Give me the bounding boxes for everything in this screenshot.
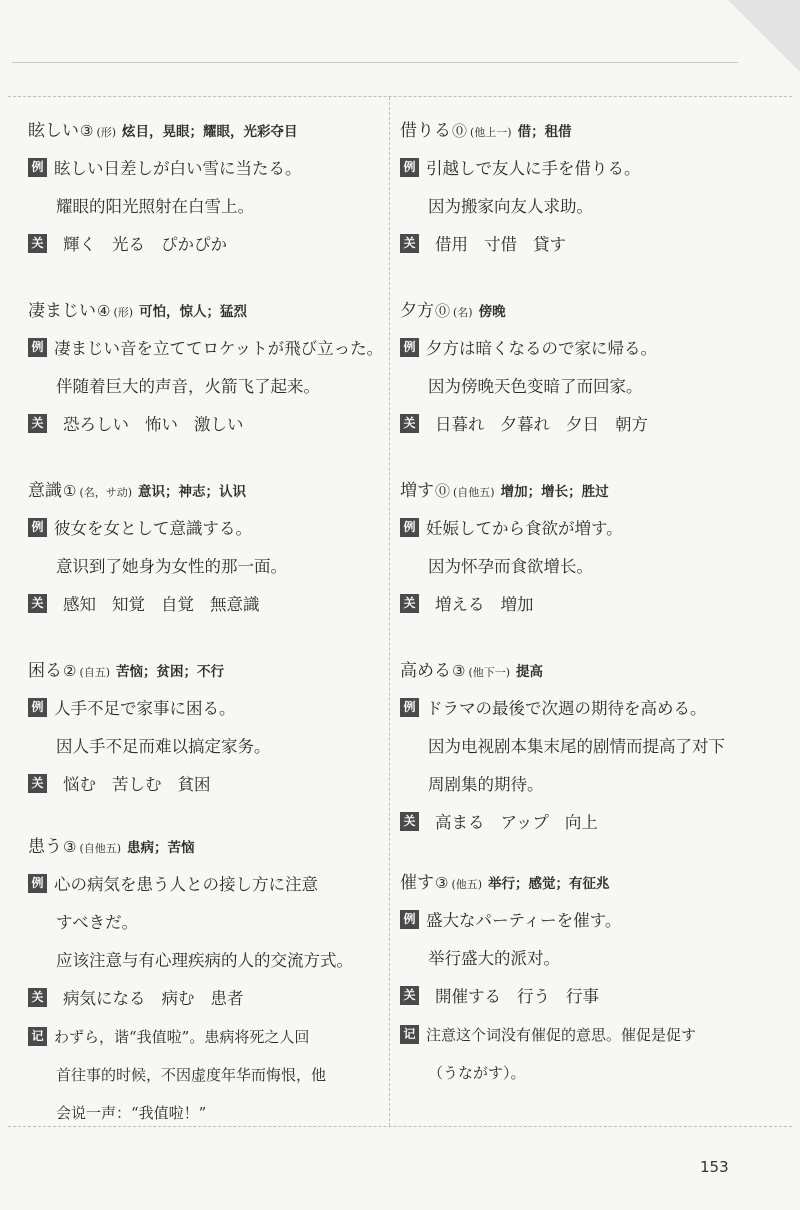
related-line (28, 406, 383, 444)
entry-head (28, 112, 383, 150)
top-rule (12, 62, 738, 63)
related-word: 寸借 (484, 235, 517, 254)
related-line (28, 586, 383, 624)
entry-head (28, 472, 383, 510)
related-word: 光る (112, 235, 145, 254)
related-word: 借用 (435, 235, 468, 254)
translation: 应该注意与有心理疾病的人的交流方式。 (56, 951, 353, 970)
example-line (28, 330, 383, 368)
related-word: 患者 (210, 989, 244, 1008)
meaning: 借；租借 (517, 124, 572, 140)
related-word: 増える (435, 595, 485, 614)
meaning: 提高 (516, 664, 544, 680)
related-badge: 关 (400, 812, 419, 831)
related-word: 行う (517, 987, 550, 1006)
headword: 夕方 (400, 301, 434, 321)
related-word: 苦しむ (112, 775, 162, 794)
part-of-speech: (形) (96, 126, 117, 139)
part-of-speech: (名，サ动) (79, 486, 133, 499)
meaning: 举行；感觉；有征兆 (488, 876, 610, 892)
headword: 困る (28, 661, 62, 681)
example-badge: 例 (400, 338, 419, 357)
vocab-entry (400, 652, 755, 842)
translation: 因为搬家向友人求助。 (428, 197, 593, 216)
example-badge: 例 (400, 698, 419, 717)
vocab-entry (28, 472, 383, 624)
example-badge: 例 (400, 158, 419, 177)
accent-mark: ④ (97, 302, 111, 320)
related-word: 輝く (63, 235, 96, 254)
example-line (400, 902, 755, 940)
related-word: 増加 (500, 595, 534, 614)
example-badge: 例 (400, 910, 419, 929)
part-of-speech: (名) (453, 306, 473, 319)
translation-continuation: 周剧集的期待。 (428, 775, 544, 794)
example-line (400, 150, 755, 188)
entry-head (400, 864, 755, 902)
part-of-speech: (形) (113, 306, 134, 319)
related-word: 貧困 (177, 775, 211, 794)
meaning: 炫目，晃眼；耀眼，光彩夺目 (122, 124, 298, 140)
related-badge: 关 (400, 414, 419, 433)
entry-head (28, 828, 383, 866)
related-line (28, 226, 383, 264)
example-line (400, 330, 755, 368)
related-word: 自覚 (161, 595, 194, 614)
headword: 凄まじい (28, 301, 96, 321)
page-number: 153 (700, 1158, 729, 1176)
related-word: 開催する (435, 987, 501, 1006)
example-sentence: 彼女を女として意識する。 (54, 519, 252, 538)
related-line (400, 586, 755, 624)
part-of-speech: (自他五) (453, 486, 495, 499)
headword: 借りる (400, 121, 451, 141)
example-badge: 例 (400, 518, 419, 537)
example-sentence: 引越しで友人に手を借りる。 (426, 159, 641, 178)
related-word: 行事 (566, 987, 599, 1006)
accent-mark: ③ (63, 838, 77, 856)
related-word: 悩む (63, 775, 96, 794)
meaning: 增加；增长；胜过 (500, 484, 609, 500)
headword: 意識 (28, 481, 62, 501)
translation: 举行盛大的派对。 (428, 949, 560, 968)
related-line (400, 804, 755, 842)
related-word: アップ (500, 813, 549, 832)
accent-mark: ① (63, 482, 77, 500)
related-badge: 关 (28, 414, 47, 433)
related-badge: 关 (400, 594, 419, 613)
note-text: （うながす）。 (428, 1064, 526, 1082)
headword: 増す (400, 481, 434, 501)
related-word: 病気になる (63, 989, 146, 1008)
related-line (400, 978, 755, 1016)
related-badge: 关 (28, 234, 47, 253)
note-text: わずら，谐“我值啦”。患病将死之人回 (54, 1028, 310, 1046)
translation: 因为电视剧本集末尾的剧情而提高了对下 (428, 737, 725, 756)
example-line (400, 510, 755, 548)
example-sentence: 人手不足で家事に困る。 (54, 699, 236, 718)
vocab-entry (28, 112, 383, 264)
meaning: 患病；苦恼 (127, 840, 195, 856)
note-line (400, 1016, 755, 1054)
related-word: 怖い (145, 415, 178, 434)
related-word: 朝方 (615, 415, 648, 434)
related-line (28, 766, 383, 804)
related-badge: 关 (400, 234, 419, 253)
accent-mark: ⓪ (452, 122, 468, 140)
part-of-speech: (他下一) (468, 666, 511, 679)
accent-mark: ⓪ (435, 302, 451, 320)
example-sentence: 眩しい日差しが白い雪に当たる。 (54, 159, 302, 178)
column-divider (389, 97, 390, 1126)
related-badge: 关 (28, 594, 47, 613)
vocab-entry (400, 112, 755, 264)
related-word: ぴかぴか (161, 235, 227, 254)
headword: 催す (400, 873, 434, 893)
accent-mark: ② (63, 662, 77, 680)
translation: 伴随着巨大的声音，火箭飞了起来。 (56, 377, 320, 396)
part-of-speech: (自五) (79, 666, 111, 679)
note-badge: 记 (400, 1025, 419, 1044)
related-word: 知覚 (112, 595, 145, 614)
example-sentence: 夕方は暗くなるので家に帰る。 (426, 339, 657, 358)
entry-head (28, 292, 383, 330)
example-sentence: ドラマの最後で次週の期待を高める。 (426, 699, 707, 718)
example-badge: 例 (28, 874, 47, 893)
example-badge: 例 (28, 698, 47, 717)
translation: 因为怀孕而食欲增长。 (428, 557, 593, 576)
translation: 因为傍晚天色变暗了而回家。 (428, 377, 643, 396)
entry-head (28, 652, 383, 690)
example-badge: 例 (28, 338, 47, 357)
part-of-speech: (他五) (451, 878, 483, 891)
related-word: 夕日 (566, 415, 599, 434)
headword: 高める (400, 661, 451, 681)
related-word: 恐ろしい (63, 415, 129, 434)
example-line (28, 690, 383, 728)
meaning: 意识；神志；认识 (138, 484, 247, 500)
part-of-speech: (自他五) (79, 842, 122, 855)
note-text: 首往事的时候，不因虚度年华而悔恨，他 (56, 1066, 327, 1084)
vocab-entry (400, 292, 755, 444)
related-word: 貸す (533, 235, 566, 254)
accent-mark: ③ (452, 662, 466, 680)
related-line (400, 406, 755, 444)
accent-mark: ③ (80, 122, 94, 140)
example-sentence: 妊娠してから食欲が増す。 (426, 519, 623, 538)
related-badge: 关 (28, 774, 47, 793)
entry-head (400, 652, 755, 690)
note-text: 注意这个词没有催促的意思。催促是促す (426, 1026, 697, 1044)
related-word: 夕暮れ (500, 415, 550, 434)
example-sentence: 盛大なパーティーを催す。 (426, 911, 622, 930)
accent-mark: ⓪ (435, 482, 451, 500)
related-word: 感知 (63, 595, 96, 614)
example-badge: 例 (28, 518, 47, 537)
example-line (28, 150, 383, 188)
vocab-entry (400, 472, 755, 624)
related-word: 日暮れ (435, 415, 485, 434)
vocab-entry (28, 652, 383, 804)
translation: 因人手不足而难以搞定家务。 (56, 737, 271, 756)
example-badge: 例 (28, 158, 47, 177)
meaning: 苦恼；贫困；不行 (116, 664, 225, 680)
translation: 耀眼的阳光照射在白雪上。 (56, 197, 254, 216)
header-divider (8, 96, 792, 97)
example-line (28, 866, 383, 904)
entry-head (400, 112, 755, 150)
example-line (400, 690, 755, 728)
meaning: 傍晚 (478, 304, 506, 320)
note-text: 会说一声：“我值啦！” (56, 1104, 207, 1122)
related-word: 向上 (564, 813, 598, 832)
entry-head (400, 472, 755, 510)
related-word: 高まる (435, 813, 485, 832)
entry-head (400, 292, 755, 330)
vocab-entry (400, 864, 755, 1092)
note-badge: 记 (28, 1027, 47, 1046)
related-word: 無意識 (210, 595, 260, 614)
page-corner-fold (728, 0, 800, 72)
note-line (28, 1018, 383, 1056)
example-sentence: 凄まじい音を立ててロケットが飛び立った。 (54, 339, 384, 358)
related-line (400, 226, 755, 264)
meaning: 可怕，惊人；猛烈 (139, 304, 248, 320)
vocab-entry (28, 828, 383, 1132)
example-sentence: 心の病気を患う人との接し方に注意 (54, 875, 318, 894)
example-line (28, 510, 383, 548)
related-badge: 关 (28, 988, 47, 1007)
example-continuation: すべきだ。 (56, 913, 139, 932)
related-word: 激しい (194, 415, 244, 434)
translation: 意识到了她身为女性的那一面。 (56, 557, 287, 576)
headword: 眩しい (28, 121, 79, 141)
related-badge: 关 (400, 986, 419, 1005)
accent-mark: ③ (435, 874, 449, 892)
related-line (28, 980, 383, 1018)
vocab-entry (28, 292, 383, 444)
related-word: 病む (161, 989, 195, 1008)
headword: 患う (28, 837, 62, 857)
part-of-speech: (他上一) (470, 126, 512, 139)
